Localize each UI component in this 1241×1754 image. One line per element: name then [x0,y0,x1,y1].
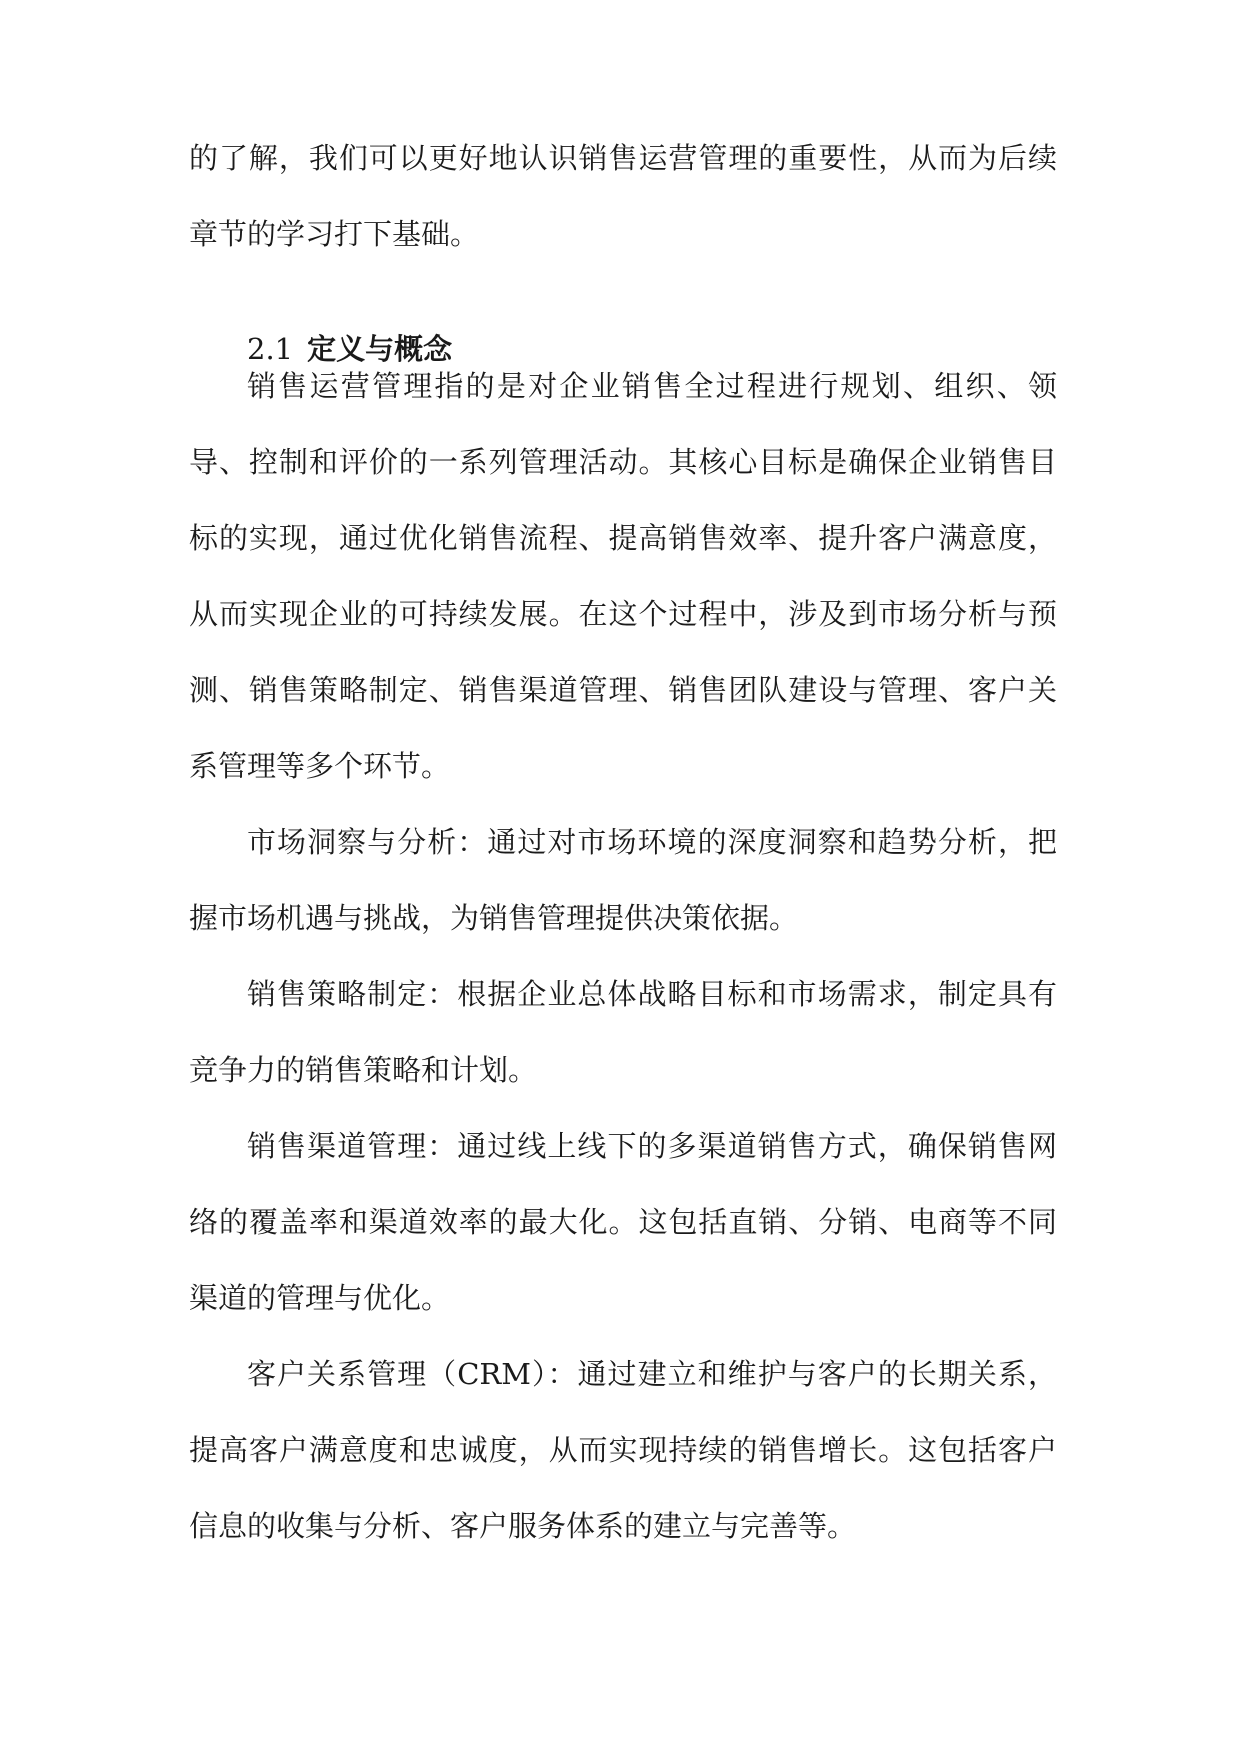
section-number: 2.1 [247,332,294,366]
continued-paragraph: 的了解，我们可以更好地认识销售运营管理的重要性，从而为后续章节的学习打下基础。 [189,141,1057,251]
continued-paragraph-block [189,120,1057,272]
paragraph-sales-strategy: 销售策略制定：根据企业总体战略目标和市场需求，制定具有竞争力的销售策略和计划。 [189,977,1057,1087]
paragraph-market-insight: 市场洞察与分析：通过对市场环境的深度洞察和趋势分析，把握市场机遇与挑战，为销售管理提供决策依据。 [189,825,1057,935]
section-title: 定义与概念 [307,332,453,366]
paragraph-crm: 客户关系管理（CRM）：通过建立和维护与客户的长期关系，提高客户满意度和忠诚度，从而实现持续的销售增长。这包括客户信息的收集与分析、客户服务体系的建立与完善等。 [189,1357,1057,1543]
paragraph-definition: 销售运营管理指的是对企业销售全过程进行规划、组织、领导、控制和评价的一系列管理活动。其核心目标是确保企业销售目标的实现，通过优化销售流程、提高销售效率、提升客户满意度，从而实现企业的可持续发展。在这个过程中，涉及到市场分析与预测、销售策略制定、销售渠道管理、销售团队建设与管理、客户关系管理等多个环节。 [189,369,1057,783]
paragraph-sales-channel: 销售渠道管理：通过线上线下的多渠道销售方式，确保销售网络的覆盖率和渠道效率的最大化。这包括直销、分销、电商等不同渠道的管理与优化。 [189,1129,1057,1315]
section-body [189,348,1057,1564]
